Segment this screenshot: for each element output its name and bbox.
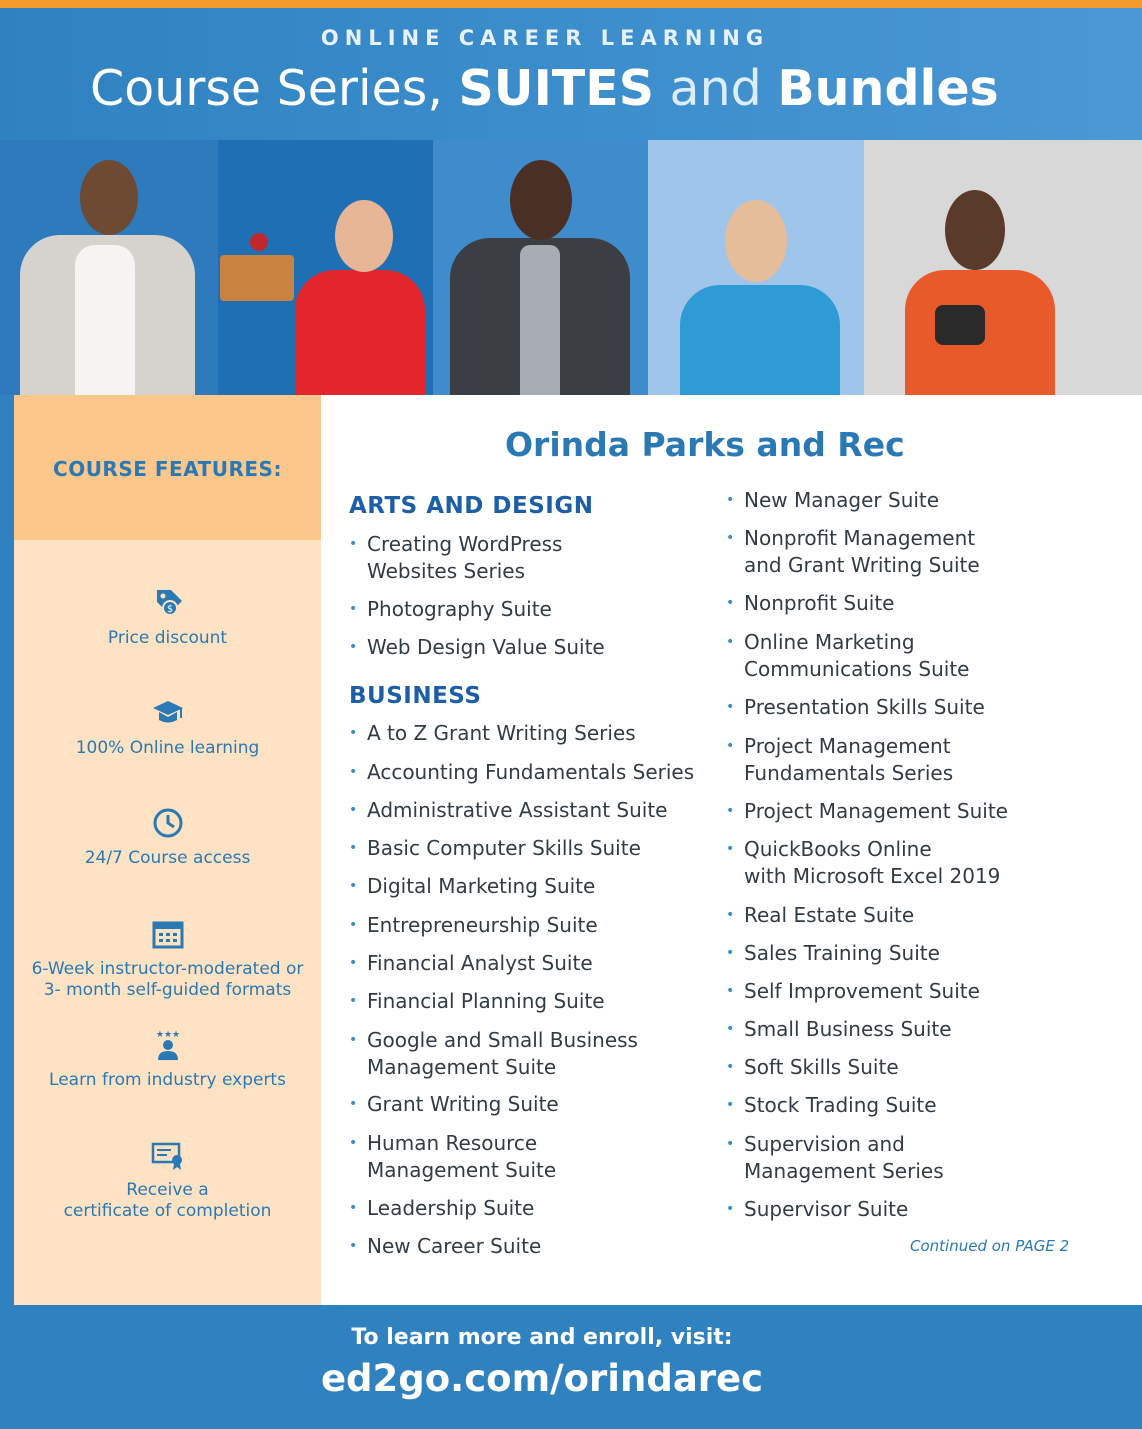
course-item-line1: • Soft Skills Suite (744, 1055, 899, 1079)
course-item-line1: • New Manager Suite (744, 488, 940, 512)
course-item[interactable] (726, 525, 980, 579)
footer-cta: To learn more and enroll, visit: (351, 1325, 733, 1350)
expert-icon (151, 1028, 185, 1062)
course-item-line1: • QuickBooks Online (744, 837, 932, 861)
title-part-1: Course Series, (90, 60, 459, 117)
course-item[interactable] (726, 694, 985, 721)
course-item[interactable] (349, 634, 605, 661)
course-item-line2: Communications Suite (744, 657, 970, 681)
title-part-2: SUITES (458, 60, 654, 117)
course-item-line1: • Digital Marketing Suite (367, 874, 596, 898)
category-arts-design: ARTS AND DESIGN (349, 493, 594, 519)
feature-price-discount (14, 586, 321, 649)
feature-certificate (14, 1138, 321, 1222)
course-item-line1: • Supervision and (744, 1132, 905, 1156)
course-item[interactable] (726, 590, 894, 617)
course-item[interactable] (349, 1027, 638, 1081)
feature-label-line2: certificate of completion (63, 1201, 272, 1221)
course-item-line1: • Accounting Fundamentals Series (367, 760, 695, 784)
course-item[interactable] (349, 759, 694, 786)
graduation-cap-icon (151, 696, 185, 730)
category-business: BUSINESS (349, 683, 482, 709)
course-item[interactable] (726, 1092, 937, 1119)
course-item[interactable] (726, 1196, 908, 1223)
course-item-line1: • Human Resource (367, 1131, 538, 1155)
svg-text:★★★: ★★★ (155, 1030, 180, 1040)
page-title (90, 60, 999, 117)
feature-label: 100% Online learning (75, 738, 260, 758)
left-border-strip (0, 395, 14, 1305)
header-banner (0, 8, 1142, 140)
course-item-line1: • Administrative Assistant Suite (367, 798, 668, 822)
person-photo-5 (905, 170, 1055, 395)
feature-industry-experts (14, 1028, 321, 1091)
person-photo-4 (680, 180, 840, 395)
person-photo-1 (20, 150, 195, 395)
course-item[interactable] (726, 1016, 952, 1043)
course-item-line1: • New Career Suite (367, 1234, 542, 1258)
course-features-title: COURSE FEATURES: (53, 457, 282, 481)
footer-banner (0, 1305, 1142, 1429)
enroll-url-link[interactable]: ed2go.com/orindarec (320, 1357, 764, 1400)
course-item-line1: • Supervisor Suite (744, 1197, 909, 1221)
course-item[interactable] (726, 733, 953, 787)
feature-label: Learn from industry experts (49, 1070, 286, 1090)
clock-icon (151, 806, 185, 840)
course-item[interactable] (349, 720, 636, 747)
svg-text:$: $ (166, 604, 173, 615)
course-item-line1: • A to Z Grant Writing Series (367, 721, 636, 745)
course-item[interactable] (349, 1195, 534, 1222)
organization-title: Orinda Parks and Rec (505, 425, 905, 464)
course-item[interactable] (726, 902, 914, 929)
top-accent-stripe (0, 0, 1142, 8)
certificate-icon (151, 1138, 185, 1172)
title-part-4: Bundles (777, 60, 999, 117)
course-item[interactable] (349, 835, 641, 862)
people-photo-band (0, 140, 1142, 395)
course-item[interactable] (726, 940, 940, 967)
course-item[interactable] (726, 1131, 944, 1185)
course-item[interactable] (349, 1091, 559, 1118)
course-item-line1: • Grant Writing Suite (367, 1092, 559, 1116)
course-item-line1: • Online Marketing (744, 630, 915, 654)
course-item[interactable] (349, 873, 595, 900)
course-item-line1: • Web Design Value Suite (367, 635, 605, 659)
course-item-line1: • Real Estate Suite (744, 903, 915, 927)
course-item-line2: and Grant Writing Suite (744, 553, 980, 577)
course-item-line2: Fundamentals Series (744, 761, 954, 785)
course-item-line1: • Sales Training Suite (744, 941, 940, 965)
course-item[interactable] (726, 487, 939, 514)
course-item[interactable] (726, 629, 970, 683)
header-kicker: ONLINE CAREER LEARNING (320, 26, 770, 50)
feature-course-access (14, 806, 321, 869)
course-item-line1: • Basic Computer Skills Suite (367, 836, 641, 860)
course-item-line1: • Entrepreneurship Suite (367, 913, 598, 937)
course-item-line1: • Project Management (744, 734, 951, 758)
course-item[interactable] (349, 988, 605, 1015)
course-item-line1: • Stock Trading Suite (744, 1093, 937, 1117)
course-item-line1: • Google and Small Business (367, 1028, 638, 1052)
course-item-line2: Management Suite (367, 1158, 557, 1182)
course-item-line2: Management Suite (367, 1055, 557, 1079)
course-item-line2: Management Series (744, 1159, 944, 1183)
course-item-line1: • Project Management Suite (744, 799, 1008, 823)
course-item-line1: • Financial Planning Suite (367, 989, 605, 1013)
course-item[interactable] (349, 912, 598, 939)
course-item-line1: • Presentation Skills Suite (744, 695, 985, 719)
feature-online-learning (14, 696, 321, 759)
course-item-line1: • Photography Suite (367, 597, 552, 621)
feature-label-line1: Receive a (126, 1180, 209, 1200)
course-item[interactable] (349, 596, 552, 623)
feature-formats (14, 917, 321, 1001)
course-item-line2: with Microsoft Excel 2019 (744, 864, 1001, 888)
course-item-line1: • Small Business Suite (744, 1017, 952, 1041)
course-features-header (14, 395, 321, 540)
title-part-3: and (653, 60, 778, 117)
course-item-line1: • Self Improvement Suite (744, 979, 980, 1003)
price-tag-icon (151, 586, 185, 620)
course-item[interactable] (726, 836, 1000, 890)
feature-label: 24/7 Course access (84, 848, 251, 868)
feature-label-line1: 6-Week instructor-moderated or (31, 959, 304, 979)
course-item[interactable] (349, 531, 562, 585)
course-item[interactable] (726, 798, 1008, 825)
course-item[interactable] (726, 1054, 899, 1081)
course-item[interactable] (349, 1233, 541, 1260)
feature-label: Price discount (107, 628, 228, 648)
course-item[interactable] (349, 797, 667, 824)
course-item-line1: • Leadership Suite (367, 1196, 535, 1220)
course-item[interactable] (349, 950, 593, 977)
course-item[interactable] (726, 978, 980, 1005)
course-item-line1: • Financial Analyst Suite (367, 951, 593, 975)
feature-label-line2: 3- month self-guided formats (43, 980, 292, 1000)
person-photo-3 (450, 150, 630, 395)
course-item-line1: • Nonprofit Management (744, 526, 976, 550)
calendar-icon (151, 917, 185, 951)
course-item[interactable] (349, 1130, 556, 1184)
course-item-line2: Websites Series (367, 559, 526, 583)
person-photo-2 (290, 175, 430, 395)
course-item-line1: • Creating WordPress (367, 532, 563, 556)
course-item-line1: • Nonprofit Suite (744, 591, 895, 615)
books-apple-photo (218, 185, 298, 395)
continued-note: Continued on PAGE 2 (910, 1237, 1070, 1255)
